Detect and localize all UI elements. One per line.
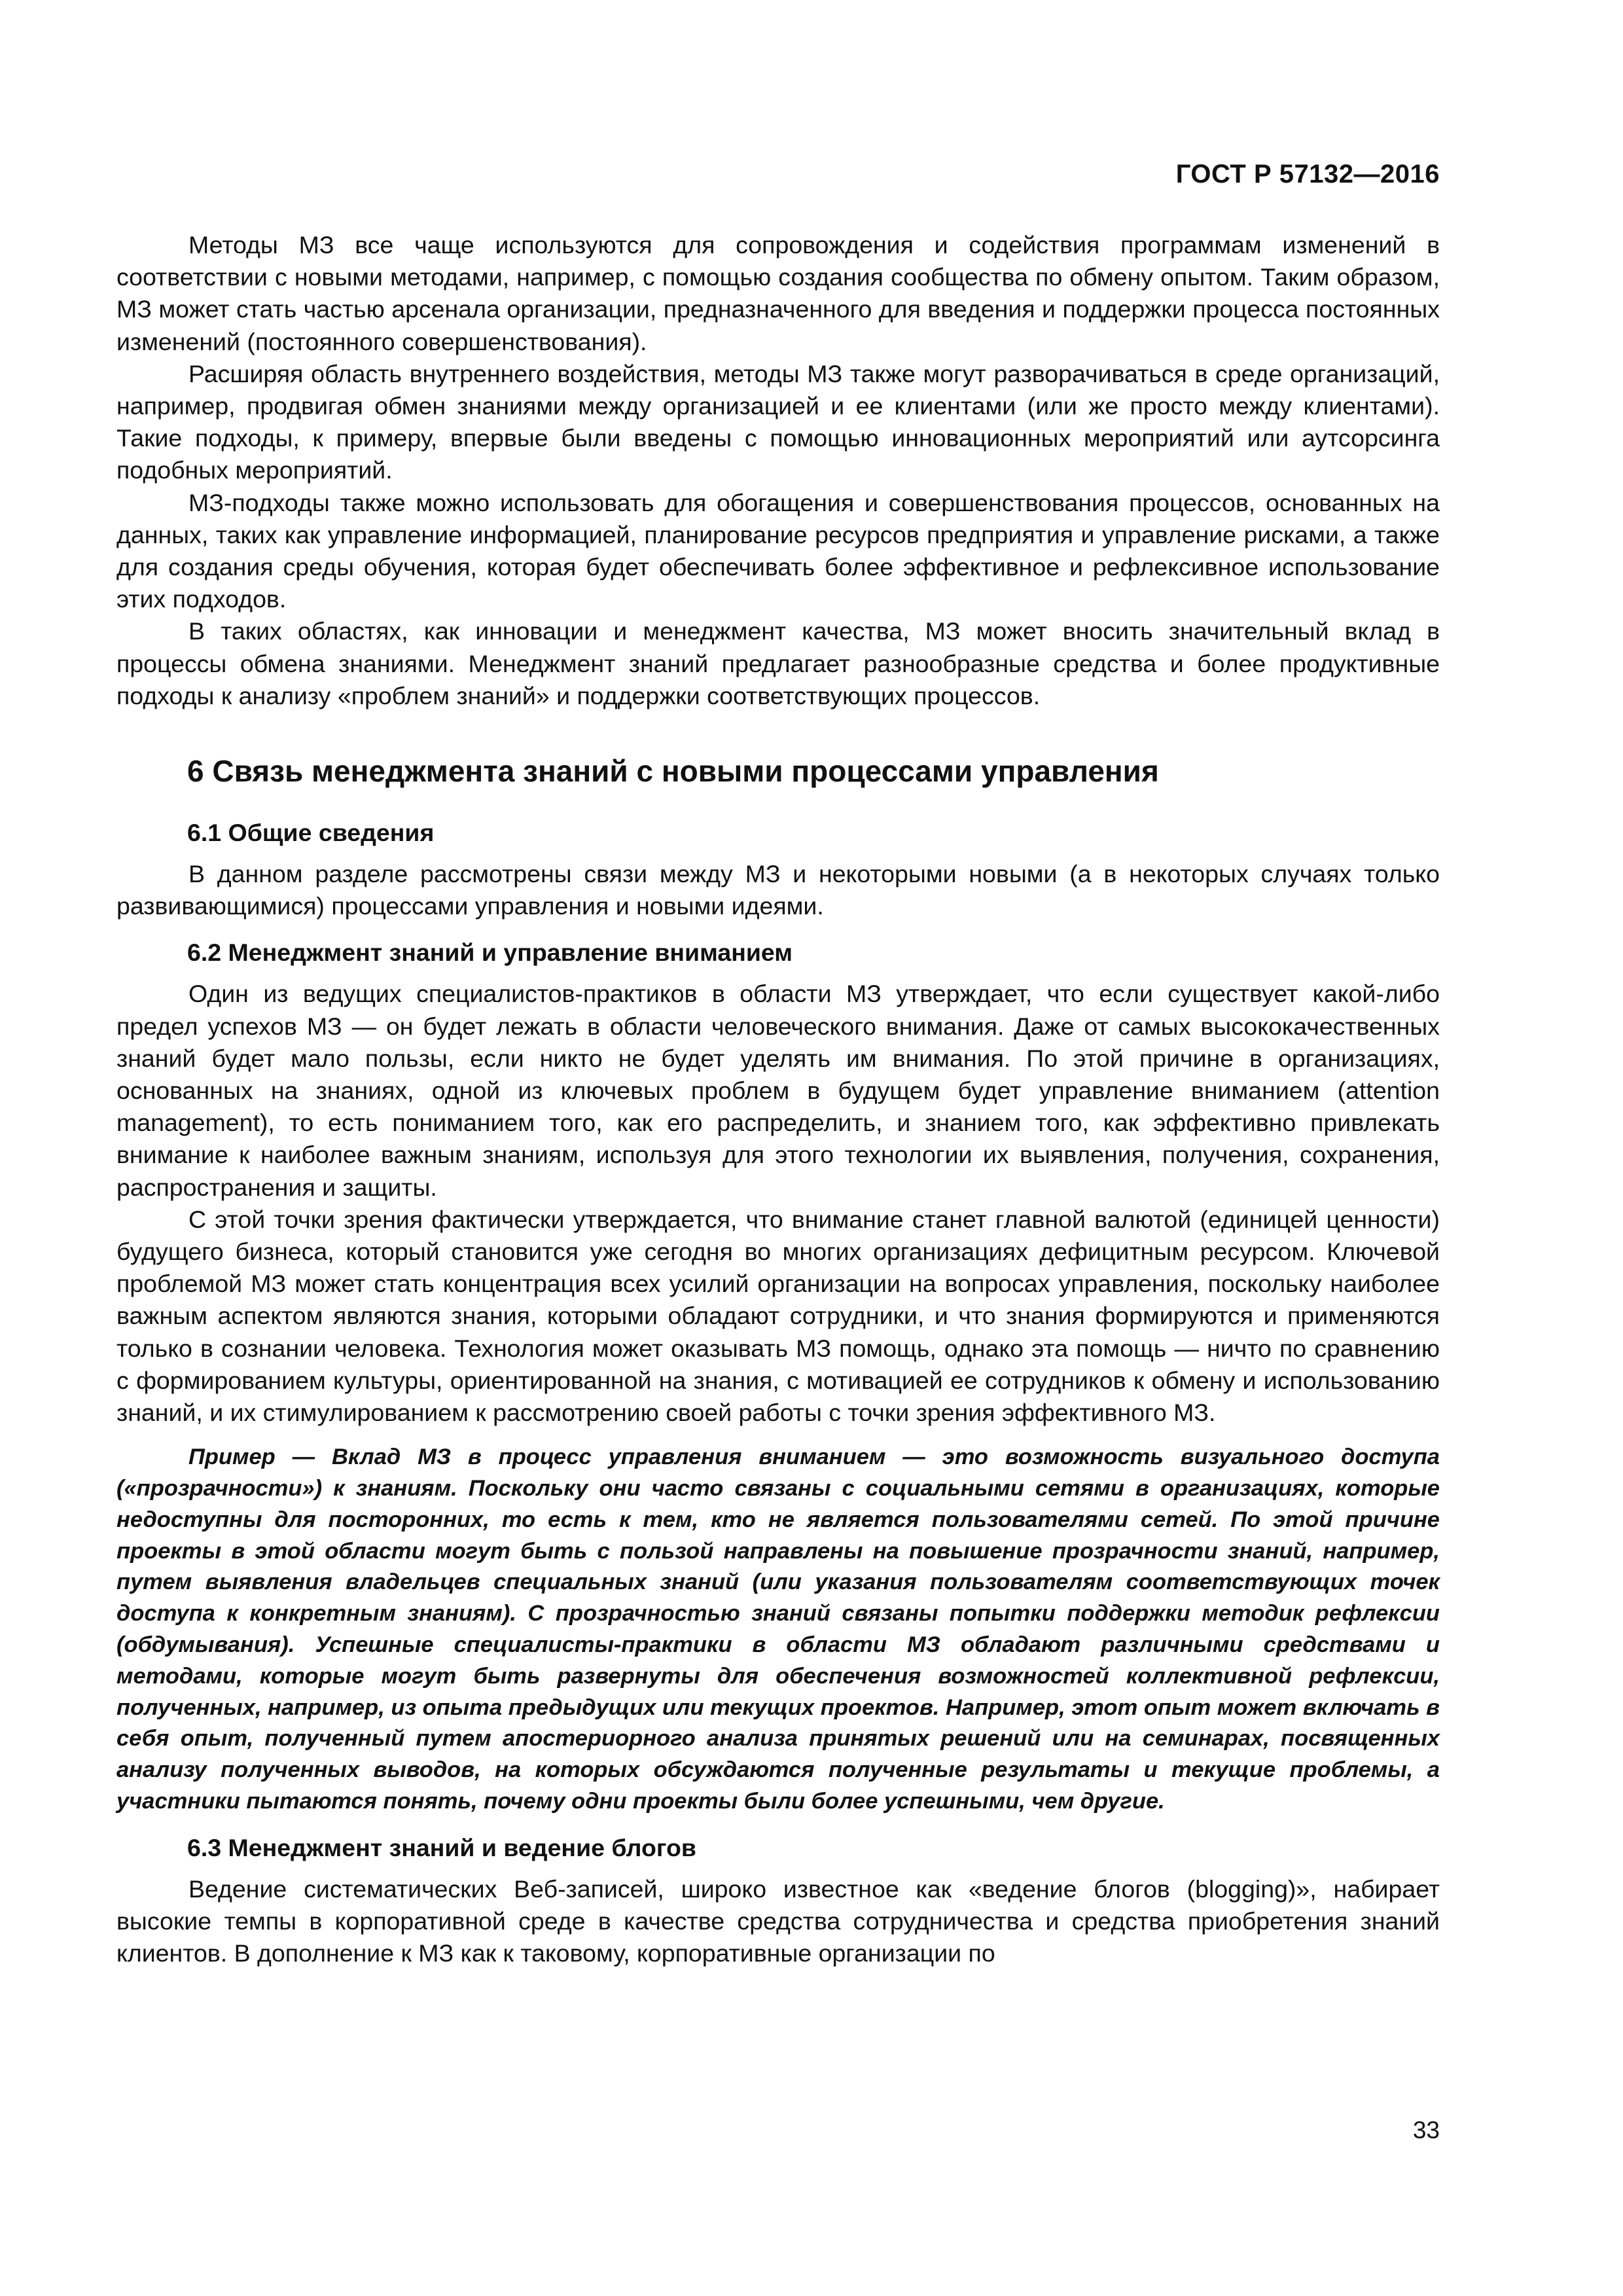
body-paragraph: Один из ведущих специалистов-практиков в области МЗ утверждает, что если существует какой-либо предел успехов МЗ — он будет лежать в области человеческого внимания. Даже от самых высококачественных знаний будет мало пользы, если никто не будет уделять им внимания. По этой причине в организациях, основанных на знаниях, одной из ключевых проблем в будущем будет управление вниманием (attention management), то есть пониманием того, как его распределить, и знанием того, как эффективно привлекать внимание к наиболее важным знаниям, используя для этого технологии их выявления, получения, сохранения, распространения и защиты. <box>116 980 1440 1201</box>
document-page <box>116 0 1440 2296</box>
body-paragraph: Методы МЗ все чаще используются для сопровождения и содействия программам изменений в соответствии с новыми методами, например, с помощью создания сообщества по обмену опытом. Таким образом, МЗ может стать частью арсенала организации, предназначенного для введения и поддержки процесса постоянных изменений (постоянного совершенствования). <box>116 231 1440 355</box>
body-paragraph: Расширяя область внутреннего воздействия, методы МЗ также могут разворачиваться в среде организаций, например, продвигая обмен знаниями между организацией и ее клиентами (или же просто между клиентами). Такие подходы, к примеру, впервые были введены с помощью инновационных мероприятий или аутсорсинга подобных мероприятий. <box>116 359 1440 484</box>
body-paragraph: Ведение систематических Веб-записей, широко известное как «ведение блогов (blogging)», набирает высокие темпы в корпоративной среде в качестве средства сотрудничества и средства приобретения знаний клиентов. В дополнение к МЗ как к таковому, корпоративные организации по <box>116 1874 1440 1967</box>
body-paragraph: МЗ-подходы также можно использовать для обогащения и совершенствования процессов, основанных на данных, таких как управление информацией, планирование ресурсов предприятия и управление рисками, а также для создания среды обучения, которая будет обеспечивать более эффективное и рефлексивное использование этих подходов. <box>116 488 1440 613</box>
subsection-heading: 6.3 Менеджмент знаний и ведение блогов <box>187 1833 696 1861</box>
page-number: 33 <box>1412 2117 1440 2144</box>
body-paragraph: С этой точки зрения фактически утверждается, что внимание станет главной валютой (единицей ценности) будущего бизнеса, который становится уже сегодня во многих организациях дефицитным ресурсом. Ключевой проблемой МЗ может стать концентрация всех усилий организации на вопросах управления, поскольку наиболее важным аспектом являются знания, которыми обладают сотрудники, и что знания формируются и применяются только в сознании человека. Технология может оказывать МЗ помощь, однако эта помощь — ничто по сравнению с формированием культуры, ориентированной на знания, с мотивацией ее сотрудников к обмену и использованию знаний, и их стимулированием к рассмотрению своей работы с точки зрения эффективного МЗ. <box>116 1205 1440 1427</box>
subsection-heading: 6.2 Менеджмент знаний и управление вниманием <box>187 939 793 967</box>
section-heading: 6 Связь менеджмента знаний с новыми процессами управления <box>187 754 1159 789</box>
body-paragraph: В таких областях, как инновации и менеджмент качества, МЗ может вносить значительный вклад в процессы обмена знаниями. Менеджмент знаний предлагает разнообразные средства и более продуктивные подходы к анализу «проблем знаний» и поддержки соответствующих процессов. <box>116 617 1440 709</box>
example-note: Пример — Вклад МЗ в процесс управления вниманием — это возможность визуального доступа («прозрачности») к знаниям. Поскольку они часто связаны с социальными сетями в организациях, которые недоступны для посторонних, то есть к тем, кто не является пользователями сетей. По этой причине проекты в этой области могут быть с пользой направлены на повышение прозрачности знаний, например, путем выявления владельцев специальных знаний (или указания пользователям соответствующих точек доступа к конкретным знаниям). С прозрачностью знаний связаны попытки поддержки методик рефлексии (обдумывания). Успешные специалисты-практики в области МЗ обладают различными средствами и методами, которые могут быть развернуты для обеспечения возможностей коллективной рефлексии, полученных, например, из опыта предыдущих или текущих проектов. Например, этот опыт может включать в себя опыт, полученный путем апостериорного анализа принятых решений или на семинарах, посвященных анализу полученных выводов, на которых обсуждаются полученные результаты и текущие проблемы, а участники пытаются понять, почему одни проекты были более успешными, чем другие. <box>116 1444 1440 1814</box>
subsection-heading: 6.1 Общие сведения <box>187 819 435 847</box>
document-body <box>116 229 1440 1969</box>
body-paragraph: В данном разделе рассмотрены связи между МЗ и некоторыми новыми (а в некоторых случаях только развивающимися) процессами управления и новыми идеями. <box>116 860 1440 920</box>
document-code: ГОСТ Р 57132—2016 <box>1175 160 1440 188</box>
